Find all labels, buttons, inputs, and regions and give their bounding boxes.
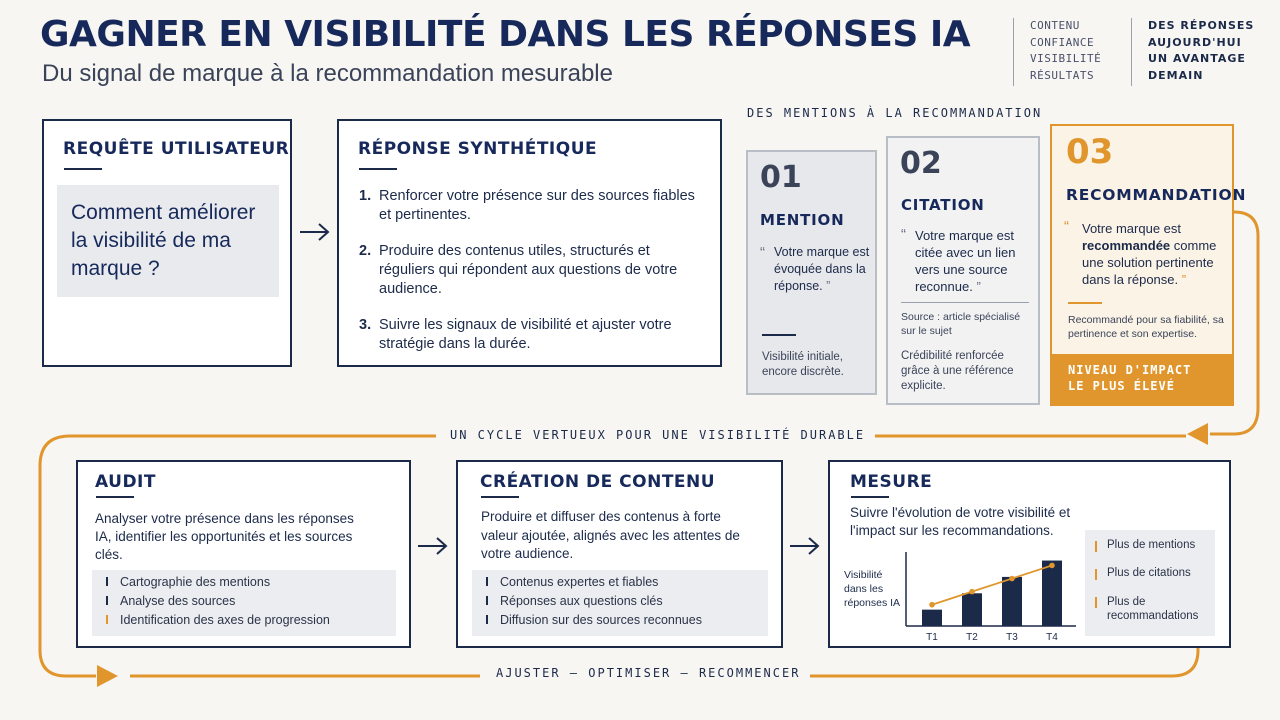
step-note: Recommandé pour sa fiabilité, sa pertinence et son expertise. [1068, 314, 1224, 340]
quote-text: Votre marque est [1082, 221, 1181, 236]
measure-text: Suivre l'évolution de votre visibilité et l'impact sur les recommandations. [850, 505, 1071, 538]
legend-text: Plus de citations [1107, 567, 1191, 579]
heading-underline [96, 496, 134, 498]
visibility-chart [900, 550, 1080, 642]
chart-trend-point [969, 589, 975, 595]
query-heading: REQUÊTE UTILISATEUR [63, 139, 290, 159]
legend-item [1085, 592, 1215, 626]
arrow-left-icon [1187, 423, 1208, 445]
impact-banner-text: NIVEAU D'IMPACT LE PLUS ÉLEVÉ [1068, 363, 1192, 393]
quote-text: comme une solution pertinente dans la réponse. [1082, 238, 1217, 287]
arrow-right-icon [788, 534, 822, 558]
legend-text: Plus de mentions [1107, 539, 1196, 551]
legend-mark [1095, 541, 1097, 552]
quote-open-icon: “ [901, 226, 906, 243]
chart-ylabel: Visibilité dans les réponses IA [844, 569, 901, 609]
heading-underline [481, 496, 519, 498]
item-text: Renforcer votre présence sur des sources fiables et pertinentes. [379, 188, 695, 223]
chart-trend-point [929, 602, 935, 608]
list-item [106, 592, 382, 611]
item-number: 2. [359, 243, 372, 259]
bullet-text: Identification des axes de progression [120, 613, 330, 627]
audit-bullets [92, 570, 396, 636]
bullet-mark [106, 577, 108, 586]
quote-close-icon: ” [976, 279, 981, 294]
keyword: AUJOURD'HUI [1148, 35, 1242, 49]
legend-mark [1095, 569, 1097, 580]
chart-legend [1085, 530, 1215, 636]
content-heading: CRÉATION DE CONTENU [480, 472, 716, 492]
audit-text: Analyser votre présence dans les réponses IA, identifier les opportunités et les sources clés. [95, 511, 354, 562]
keyword: DEMAIN [1148, 68, 1204, 82]
step-number: 01 [760, 160, 802, 195]
bullet-text: Analyse des sources [120, 594, 236, 608]
keyword: CONTENU [1030, 19, 1080, 32]
cycle-bottom-label: AJUSTER — OPTIMISER — RECOMMENCER [486, 666, 810, 680]
measure-heading: MESURE [850, 472, 933, 492]
content-card [456, 460, 783, 648]
bullet-text: Contenus expertes et fiables [500, 575, 659, 589]
item-number: 1. [359, 188, 372, 204]
bullet-mark [486, 596, 488, 605]
step-title: RECOMMANDATION [1066, 186, 1247, 204]
quote-close-icon: ” [826, 279, 831, 293]
audit-card [76, 460, 411, 648]
bullet-mark [106, 615, 108, 624]
item-number: 3. [359, 317, 372, 333]
list-item [486, 573, 754, 592]
item-text: Produire des contenus utiles, structurés et réguliers qui répondent aux questions de votre audience. [379, 243, 678, 297]
page-subtitle: Du signal de marque à la recommandation mesurable [42, 60, 613, 87]
chart-tick-label: T3 [1006, 632, 1018, 642]
bullet-text: Réponses aux questions clés [500, 594, 663, 608]
chart-trend-point [1009, 576, 1015, 582]
arrow-right-icon [416, 534, 450, 558]
step-title: CITATION [901, 196, 985, 214]
chart-trend-point [1049, 563, 1055, 569]
chart-bar [962, 593, 982, 626]
chart-tick-label: T1 [926, 632, 938, 642]
bullet-mark [486, 615, 488, 624]
audit-heading: AUDIT [95, 472, 156, 492]
chart-trend-line [932, 565, 1052, 604]
bullet-text: Cartographie des mentions [120, 575, 271, 589]
quote-open-icon: “ [1064, 218, 1069, 235]
legend-item [1085, 564, 1215, 592]
chart-bar [922, 610, 942, 626]
keyword: DES RÉPONSES [1148, 19, 1255, 32]
chart-tick-label: T2 [966, 632, 978, 642]
step-note: Crédibilité renforcée grâce à une référence explicite. [901, 350, 1014, 392]
keyword: RÉSULTATS [1030, 68, 1095, 82]
chart-bar [1002, 577, 1022, 626]
legend-item [1085, 536, 1215, 564]
page-title: GAGNER EN VISIBILITÉ DANS LES RÉPONSES IA [40, 14, 971, 55]
quote-text: Votre marque est évoquée dans la réponse. [774, 245, 870, 293]
content-text: Produire et diffuser des contenus à forte valeur ajoutée, alignés avec les attentes de votre audience. [481, 509, 740, 561]
quote-emphasis: recommandée [1082, 238, 1171, 253]
cycle-label: UN CYCLE VERTUEUX POUR UNE VISIBILITÉ DURABLE [440, 428, 875, 442]
content-bullets [472, 570, 768, 636]
chart-bar [1042, 561, 1062, 626]
keyword: VISIBILITÉ [1030, 52, 1102, 65]
legend-text: Plus de recommandations [1107, 596, 1199, 622]
step-title: MENTION [760, 211, 845, 229]
answer-heading: RÉPONSE SYNTHÉTIQUE [358, 139, 598, 159]
quote-close-icon: ” [1181, 272, 1187, 287]
item-text: Suivre les signaux de visibilité et ajuster votre stratégie dans la durée. [379, 317, 672, 352]
ladder-label: DES MENTIONS À LA RECOMMANDATION [747, 106, 1043, 120]
bullet-mark [486, 577, 488, 586]
step-note: Visibilité initiale, encore discrète. [762, 351, 844, 378]
keyword: UN AVANTAGE [1148, 52, 1246, 65]
step-number: 02 [900, 146, 942, 181]
bullet-text: Diffusion sur des sources reconnues [500, 613, 702, 627]
list-item [106, 573, 382, 592]
chart-tick-label: T4 [1046, 632, 1058, 642]
measure-card [828, 460, 1231, 648]
query-text: Comment améliorer la visibilité de ma marque ? [71, 201, 256, 280]
bullet-mark [106, 596, 108, 605]
list-item [106, 611, 382, 630]
list-item [486, 611, 754, 630]
list-item [486, 592, 754, 611]
quote-open-icon: “ [760, 244, 765, 261]
heading-underline [851, 496, 889, 498]
step-number: 03 [1066, 132, 1114, 172]
quote-text: Votre marque est citée avec un lien vers une source reconnue. [915, 228, 1016, 294]
source-note: Source : article spécialisé sur le sujet [901, 311, 1021, 337]
arrow-right-icon [97, 665, 118, 687]
legend-mark [1095, 597, 1097, 608]
keyword: CONFIANCE [1030, 35, 1095, 49]
